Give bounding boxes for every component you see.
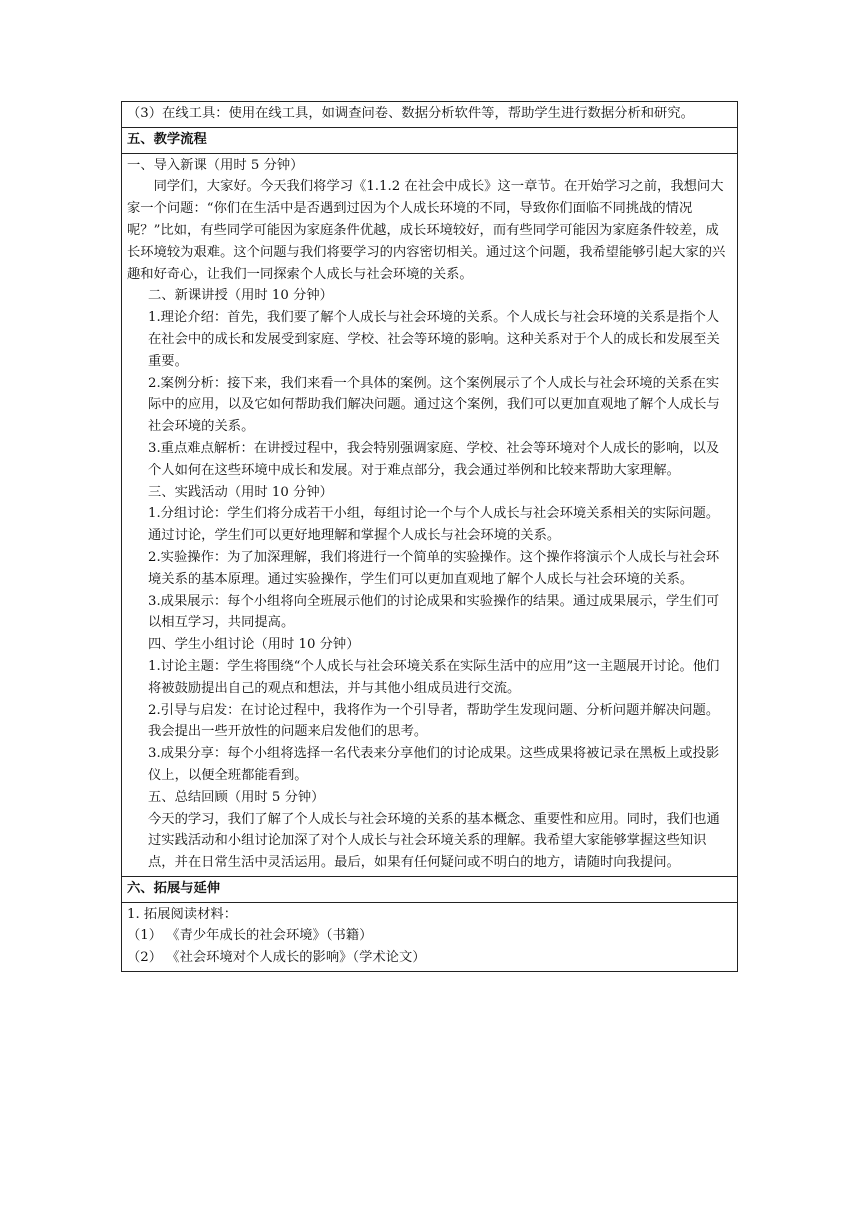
- section6-title-row: [122, 876, 738, 902]
- part4-heading: 四、学生小组讨论（用时 10 分钟）: [148, 637, 360, 653]
- part2-item-3: 3.重点难点解析：在讲授过程中，我会特别强调家庭、学校、社会等环境对个人成长的影响，以及个人如何在这些环境中成长和发展。对于难点部分，我会通过举例和比较来帮助大家理解。: [148, 440, 720, 478]
- part5-heading: 五、总结回顾（用时 5 分钟）: [148, 789, 325, 805]
- section5-title: 五、教学流程: [122, 127, 738, 153]
- part1-heading: 一、导入新课（用时 5 分钟）: [127, 157, 304, 173]
- section6-content: [122, 902, 738, 971]
- part2-item-1: 1.理论介绍：首先，我们要了解个人成长与社会环境的关系。个人成长与社会环境的关系是指个人在社会中的成长和发展受到家庭、学校、社会等环境的影响。这种关系对于个人的成长和发展至关重要。: [148, 310, 720, 369]
- part4-item-3: 3.成果分享：每个小组将选择一名代表来分享他们的讨论成果。这些成果将被记录在黑板上或投影仪上，以便全班都能看到。: [148, 746, 720, 783]
- lesson-plan-table: [121, 101, 738, 972]
- part4-item-1: 1.讨论主题：学生将围绕“个人成长与社会环境关系在实际生活中的应用”这一主题展开讨论。他们将被鼓励提出自己的观点和想法，并与其他小组成员进行交流。: [148, 658, 720, 696]
- part5-body: 今天的学习，我们了解了个人成长与社会环境的关系的基本概念、重要性和应用。同时，我们也通过实践活动和小组讨论加深了对个人成长与社会环境关系的理解。我希望大家能够掌握这些知识点，并在日常生活中灵活运用。最后，如果有任何疑问或不明白的地方，请随时向我提问。: [148, 811, 720, 871]
- reading-item-1: （1） 《青少年成长的社会环境》（书籍）: [127, 928, 373, 944]
- section5-content-row: [122, 153, 738, 876]
- part2-heading: 二、新课讲授（用时 10 分钟）: [148, 288, 333, 304]
- section5-content: [122, 153, 738, 876]
- section6-content-row: [122, 902, 738, 971]
- tools-row: [122, 102, 738, 128]
- part4-item-2: 2.引导与启发：在讨论过程中，我将作为一个引导者，帮助学生发现问题、分析问题并解决问题。我会提出一些开放性的问题来启发他们的思考。: [148, 702, 720, 740]
- reading-intro: 1. 拓展阅读材料：: [127, 906, 237, 922]
- part3-heading: 三、实践活动（用时 10 分钟）: [148, 484, 333, 500]
- part3-item-3: 3.成果展示：每个小组将向全班展示他们的讨论成果和实验操作的结果。通过成果展示，学生们可以相互学习，共同提高。: [148, 593, 720, 631]
- part3-item-2: 2.实验操作：为了加深理解，我们将进行一个简单的实验操作。这个操作将演示个人成长与社会环境关系的基本原理。通过实验操作，学生们可以更加直观地了解个人成长与社会环境的关系。: [148, 549, 720, 587]
- part2-item-2: 2.案例分析：接下来，我们来看一个具体的案例。这个案例展示了个人成长与社会环境的关系在实际中的应用，以及它如何帮助我们解决问题。通过这个案例，我们可以更加直观地了解个人成长与社会环境的关系。: [148, 375, 720, 435]
- section5-title-row: [122, 127, 738, 153]
- section6-title: 六、拓展与延伸: [122, 876, 738, 902]
- part3-item-1: 1.分组讨论：学生们将分成若干小组，每组讨论一个与个人成长与社会环境关系相关的实际问题。通过讨论，学生们可以更好地理解和掌握个人成长与社会环境的关系。: [148, 506, 720, 544]
- part1-body: 同学们，大家好。今天我们将学习《1.1.2 在社会中成长》这一章节。在开始学习之前，我想问大家一个问题：“你们在生活中是否遇到过因为个人成长环境的不同，导致你们面临不同挑战的情况呢？”比如，有些同学可能因为家庭条件优越，成长环境较好，而有些同学可能因为家庭条件较差，成长环境较为艰难。这个问题与我们将要学习的内容密切相关。通过这个问题，我希望能够引起大家的兴趣和好奇心，让我们一同探索个人成长与社会环境的关系。: [127, 179, 726, 282]
- reading-item-2: （2） 《社会环境对个人成长的影响》（学术论文）: [127, 950, 426, 966]
- tools-cell: [122, 102, 738, 128]
- online-tools-text: （3）在线工具：使用在线工具，如调查问卷、数据分析软件等，帮助学生进行数据分析和研究。: [127, 106, 694, 121]
